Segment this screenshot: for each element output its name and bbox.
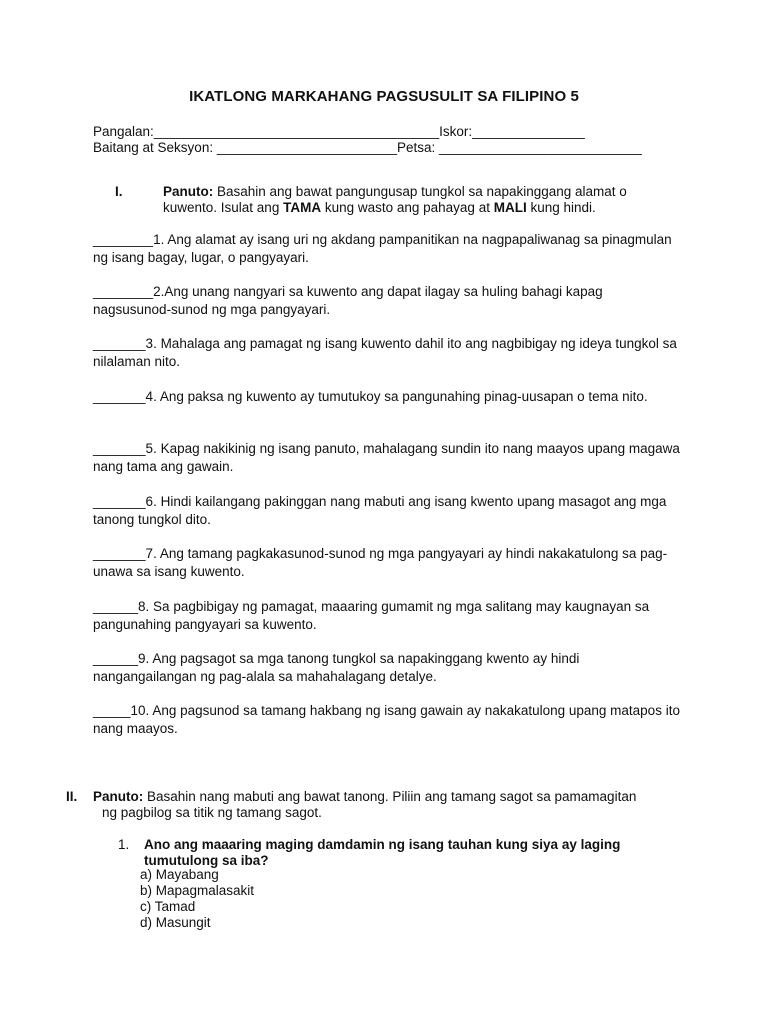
directions-text-line2: ng pagbilog sa titik ng tamang sagot. [102,804,322,820]
mali-keyword: MALI [493,200,527,215]
tf-item-1: ________1. Ang alamat ay isang uri ng akdang pampanitikan na nagpapaliwanag sa pinagmulan ng isang bagay, lugar, o pangyayari. [93,232,672,265]
section-1-instructions [163,184,673,216]
tama-keyword: TAMA [283,200,322,215]
tf-item-7: _______7. Ang tamang pagkakasunod-sunod ng mga pangyayari ay hindi nakakatulong sa pag-unawa sa isang kuwento. [93,546,668,579]
tf-item-2: ________2.Ang unang nangyari sa kuwento ang dapat ilagay sa huling bahagi kapag nagsusunod-sunod ng mga pangyayari. [93,284,603,317]
grade-date-line: Baitang at Seksyon: ________________________Petsa: ___________________________ [93,140,642,155]
question-number: 1. [118,837,130,852]
answer-options [140,867,254,931]
directions-label-2: Panuto: [93,789,144,804]
question-text: Ano ang maaaring maging damdamin ng isang tauhan kung siya ay laging tumutulong sa iba? [144,837,621,868]
section-2-instructions [93,789,683,820]
option-d[interactable]: d) Masungit [140,915,211,930]
page-title: IKATLONG MARKAHANG PAGSUSULIT SA FILIPINO 5 [189,88,579,105]
directions-text-line1: Basahin nang mabuti ang bawat tanong. Piliin ang tamang sagot sa pamamagitan [143,789,637,804]
tf-item-9: ______9. Ang pagsagot sa mga tanong tungkol sa napakinggang kwento ay hindi nangangailangan ng pag-alala sa mahahalagang detalye. [93,651,580,684]
directions-label: Panuto: [163,184,214,199]
directions-text-c: kung hindi. [526,200,596,215]
tf-item-4: _______4. Ang paksa ng kuwento ay tumutukoy sa pangunahing pinag-uusapan o tema nito. [93,389,648,404]
directions-text-b: kung wasto ang pahayag at [321,200,494,215]
name-score-line: Pangalan:______________________________________Iskor:_______________ [93,124,585,139]
section-2-numeral: II. [66,789,78,804]
tf-item-6: _______6. Hindi kailangang pakinggan nang mabuti ang isang kwento upang masagot ang mga tanong tungkol dito. [93,494,667,527]
option-b[interactable]: b) Mapagmalasakit [140,883,255,898]
directions-text-a: Basahin ang bawat pangungusap tungkol sa napakinggang alamat o kuwento. Isulat ang [163,184,627,215]
option-c[interactable]: c) Tamad [140,899,196,914]
option-a[interactable]: a) Mayabang [140,867,219,882]
section-1-numeral: I. [115,184,123,199]
tf-item-3: _______3. Mahalaga ang pamagat ng isang kuwento dahil ito ang nagbibigay ng ideya tungkol sa nilalaman nito. [93,336,677,369]
tf-item-8: ______8. Sa pagbibigay ng pamagat, maaaring gumamit ng mga salitang may kaugnayan sa pangunahing pangyayari sa kuwento. [93,599,650,632]
tf-item-10: _____10. Ang pagsunod sa tamang hakbang ng isang gawain ay nakakatulong upang matapos ito nang maayos. [93,703,680,736]
tf-item-5: _______5. Kapag nakikinig ng isang panuto, mahalagang sundin ito nang maayos upang magawa nang tama ang gawain. [93,441,680,474]
